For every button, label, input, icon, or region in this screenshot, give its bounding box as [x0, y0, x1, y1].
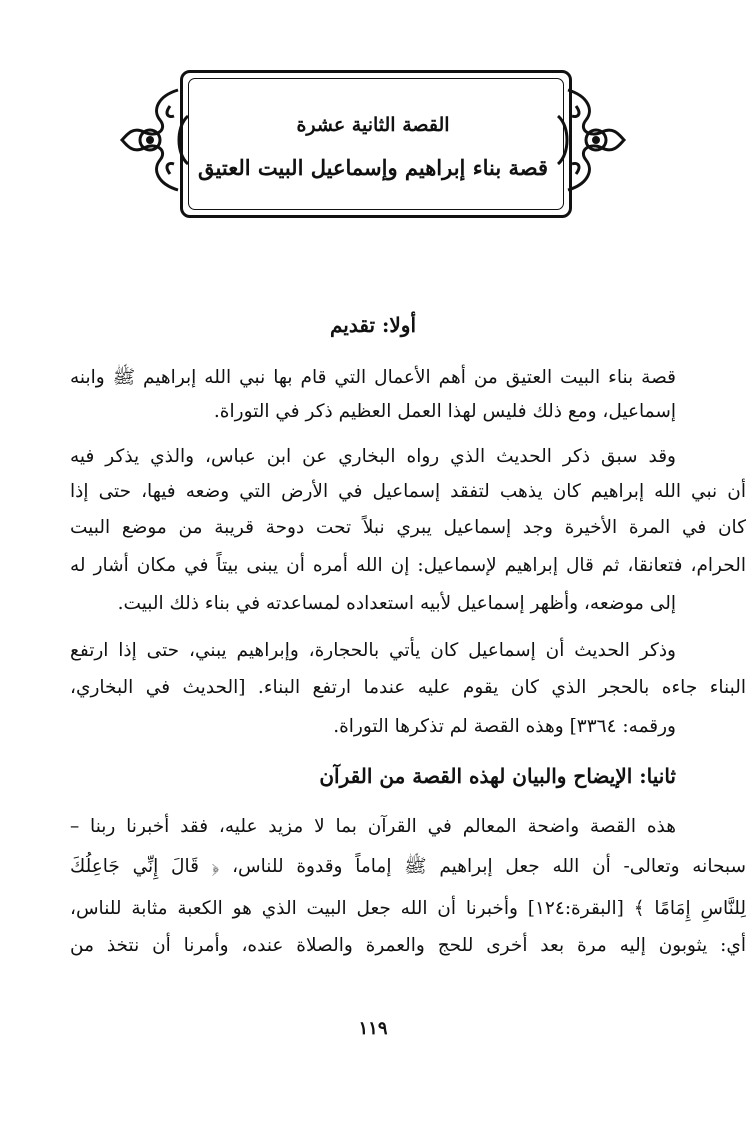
title-block — [190, 110, 556, 188]
text-line: ورقمه: ٣٣٦٤] وهذه القصة لم تذكرها التوراة. — [333, 716, 676, 737]
text-line: لِلنَّاسِ إِمَامًا ﴾ [البقرة:١٢٤] وأخبرنا أن الله جعل البيت الذي هو الكعبة مثابة للناس، — [70, 898, 746, 919]
text-line: وقد سبق ذكر الحديث الذي رواه البخاري عن ابن عباس، والذي يذكر فيه — [70, 446, 676, 467]
text-line: أن نبي الله إبراهيم كان يذهب لتفقد إسماعيل في الأرض التي وضعه فيها، حتى إذا — [70, 481, 746, 502]
text-line: هذه القصة واضحة المعالم في القرآن بما لا مزيد عليه، فقد أخبرنا ربنا – — [70, 816, 676, 837]
text-line: سبحانه وتعالى- أن الله جعل إبراهيم ﷺ إماماً وقدوة للناس، ﴿ قَالَ إِنِّي جَاعِلُكَ — [70, 856, 746, 877]
text-line: إسماعيل، ومع ذلك فليس لهذا العمل العظيم ذكر في التوراة. — [213, 401, 676, 422]
text-line: الحرام، فتعانقا، ثم قال إبراهيم لإسماعيل: إن الله أمره أن يبنى بيتاً في مكان أشار له — [70, 555, 746, 576]
text-line: البناء جاءه بالحجر الذي كان يقوم عليه عندما ارتفع البناء. [الحديث في البخاري، — [70, 677, 746, 698]
text-line: إلى موضعه، وأظهر إسماعيل لأبيه استعداده لمساعدته في بناء ذلك البيت. — [117, 593, 676, 614]
section-heading-explanation: ثانيا: الإيضاح والبيان لهذه القصة من القرآن — [319, 764, 676, 788]
story-title: قصة بناء إبراهيم وإسماعيل البيت العتيق — [198, 155, 548, 180]
text-line: قصة بناء البيت العتيق من أهم الأعمال التي قام بها نبي الله إبراهيم ﷺ وابنه — [70, 367, 676, 388]
text-line: وذكر الحديث أن إسماعيل كان يأتي بالحجارة، وإبراهيم يبني، حتى إذا ارتفع — [70, 640, 676, 661]
text-line: كان في المرة الأخيرة وجد إسماعيل يبري نبلاً تحت دوحة قريبة من موضع البيت — [70, 517, 746, 538]
page-number: ١١٩ — [358, 1018, 388, 1039]
section-heading-intro: أولا: تقديم — [329, 313, 416, 337]
text-line: أي: يثوبون إليه مرة بعد أخرى للحج والعمرة والصلاة عنده، وأمرنا أن نتخذ من — [70, 935, 746, 956]
story-number-title: القصة الثانية عشرة — [296, 114, 450, 136]
